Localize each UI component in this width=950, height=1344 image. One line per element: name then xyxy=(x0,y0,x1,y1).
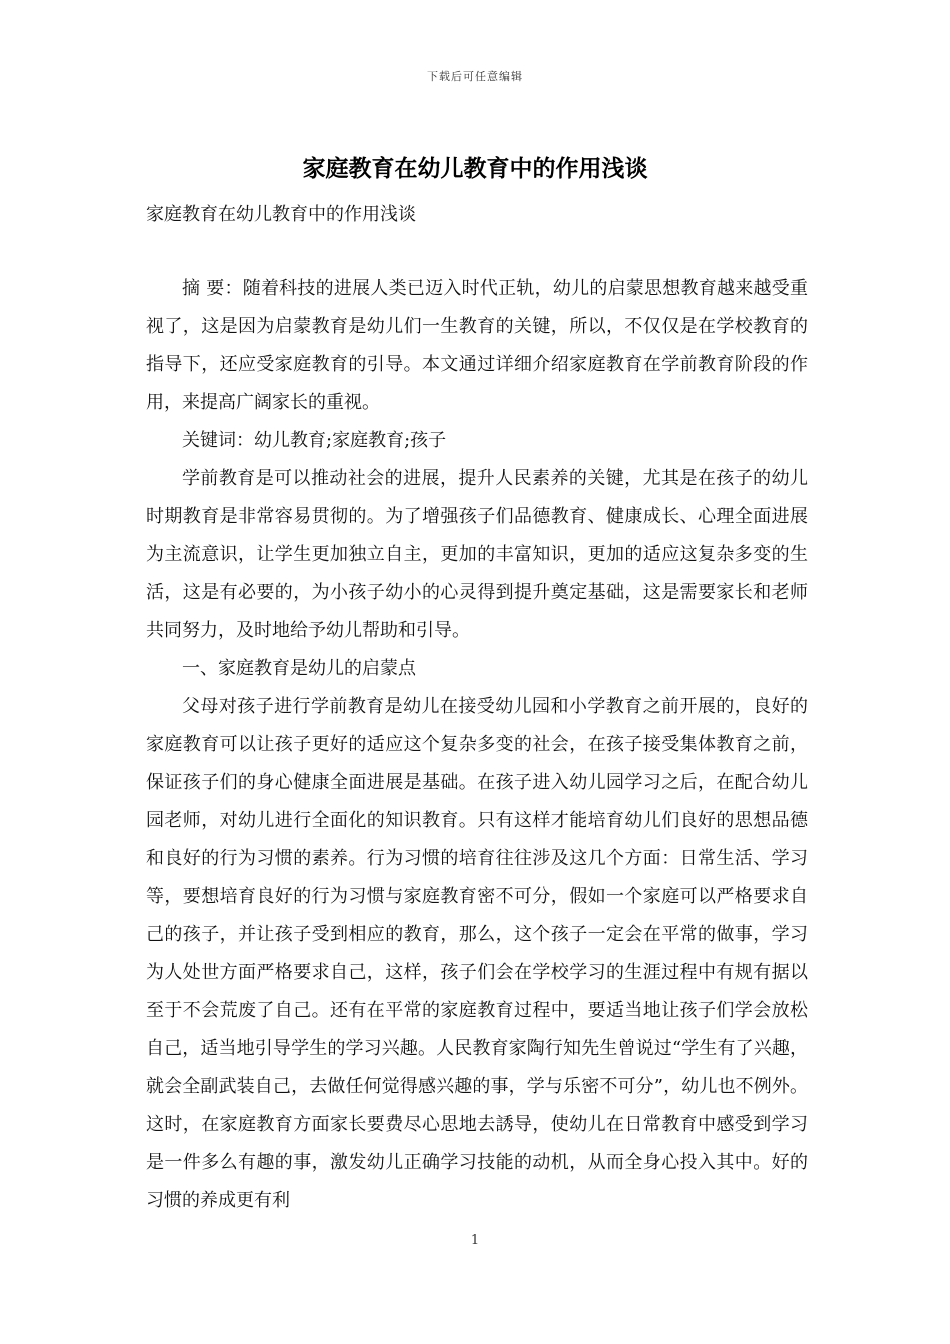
document-title: 家庭教育在幼儿教育中的作用浅谈 xyxy=(302,155,648,182)
intro-paragraph: 学前教育是可以推动社会的进展，提升人民素养的关键，尤其是在孩子的幼儿时期教育是非常容易贯彻的。为了增强孩子们品德教育、健康成长、心理全面进展为主流意识，让学生更加独立自主，更加的丰富知识，更加的适应这复杂多变的生活，这是有必要的，为小孩子幼小的心灵得到提升奠定基础，这是需要家长和老师共同努力，及时地给予幼儿帮助和引导。 xyxy=(146,468,808,641)
section-heading: 一、家庭教育是幼儿的启蒙点 xyxy=(182,658,416,679)
page-number: 1 xyxy=(470,1233,480,1248)
document-body xyxy=(146,270,808,1220)
document-subtitle: 家庭教育在幼儿教育中的作用浅谈 xyxy=(146,204,416,225)
page-header-note: 下载后可任意编辑 xyxy=(427,70,523,83)
abstract-paragraph: 摘 要：随着科技的进展人类已迈入时代正轨，幼儿的启蒙思想教育越来越受重视了，这是因为启蒙教育是幼儿们一生教育的关键，所以，不仅仅是在学校教育的指导下，还应受家庭教育的引导。本文通过详细介绍家庭教育在学前教育阶段的作用，来提高广阔家长的重视。 xyxy=(146,278,808,413)
section-body-paragraph: 父母对孩子进行学前教育是幼儿在接受幼儿园和小学教育之前开展的，良好的家庭教育可以让孩子更好的适应这个复杂多变的社会，在孩子接受集体教育之前，保证孩子们的身心健康全面进展是基础。在孩子进入幼儿园学习之后，在配合幼儿园老师，对幼儿进行全面化的知识教育。只有这样才能培育幼儿们良好的思想品德和良好的行为习惯的素养。行为习惯的培育往往涉及这几个方面：日常生活、学习等，要想培育良好的行为习惯与家庭教育密不可分，假如一个家庭可以严格要求自己的孩子，并让孩子受到相应的教育，那么，这个孩子一定会在平常的做事，学习为人处世方面严格要求自己，这样，孩子们会在学校学习的生涯过程中有规有据以至于不会荒废了自己。还有在平常的家庭教育过程中，要适当地让孩子们学会放松自己，适当地引导学生的学习兴趣。人民教育家陶行知先生曾说过“学生有了兴趣，就会全副武装自己，去做任何觉得感兴趣的事，学与乐密不可分”，幼儿也不例外。这时，在家庭教育方面家长要费尽心思地去誘导，使幼儿在日常教育中感受到学习是一件多么有趣的事，激发幼儿正确学习技能的动机，从而全身心投入其中。好的习惯的养成更有利 xyxy=(146,696,808,1211)
keywords-paragraph: 关键词：幼儿教育;家庭教育;孩子 xyxy=(182,430,447,451)
